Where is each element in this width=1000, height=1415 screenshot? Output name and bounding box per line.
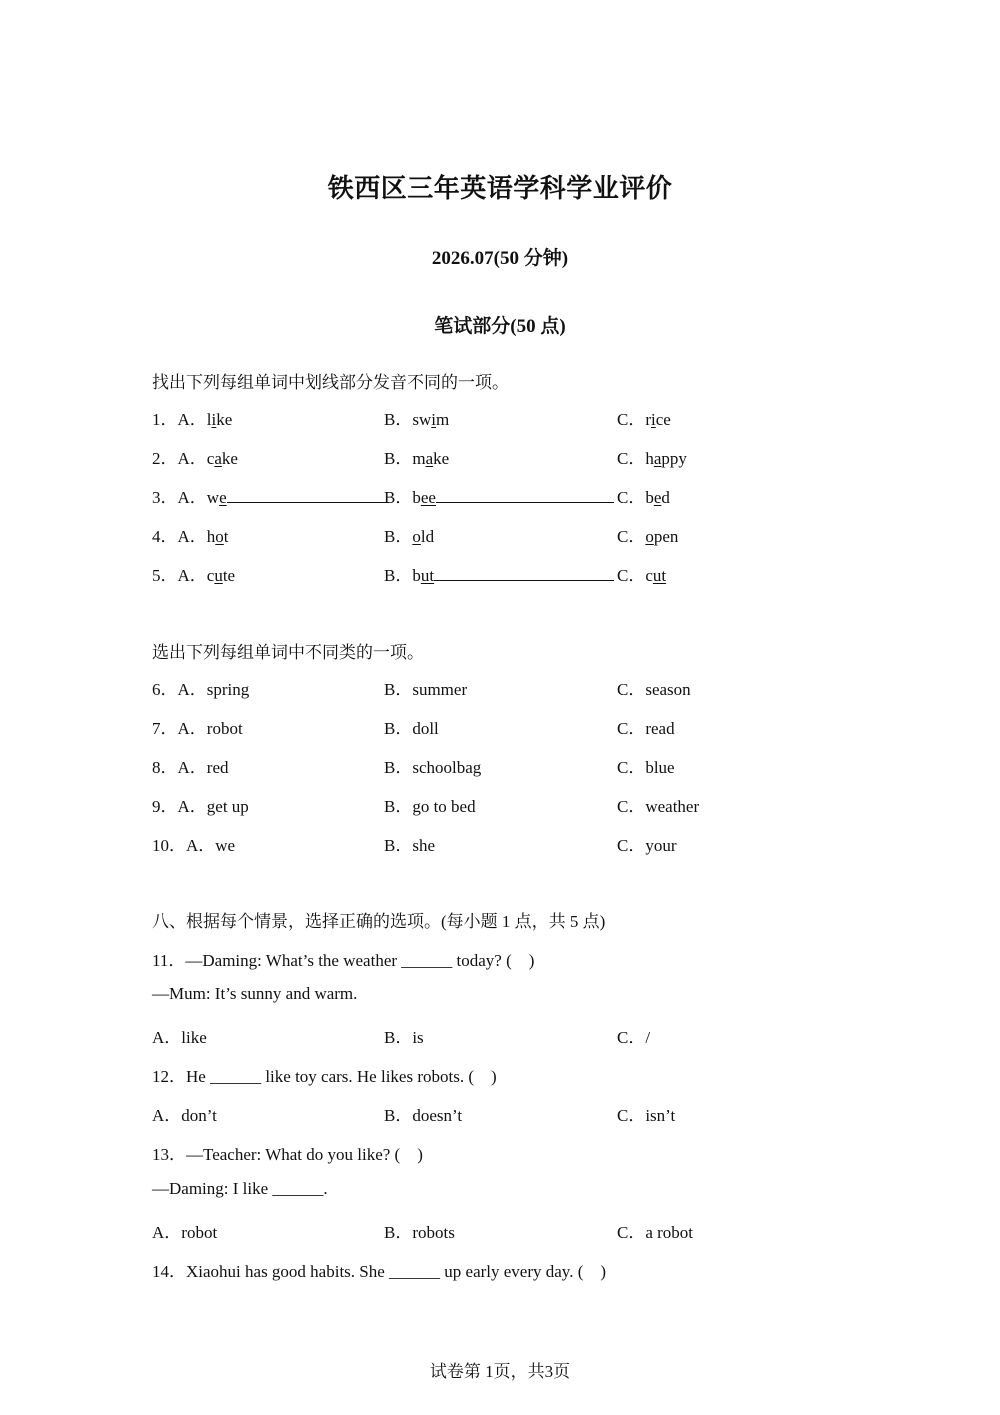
question-8 (152, 753, 852, 777)
q2-option-b: B．make (384, 449, 450, 468)
q4-option-a: 4．A．hot (152, 527, 229, 546)
q9-option-c: C．weather (617, 797, 700, 816)
q3-option-c: C．bed (617, 488, 670, 507)
q12-option-b: B．doesn’t (384, 1106, 463, 1125)
question-13: 13．—Teacher: What do you like? ( ) (152, 1145, 423, 1164)
q2-option-a: 2．A．cake (152, 449, 238, 468)
section3-instruction: 八、根据每个情景，选择正确的选项。(每小题 1 点，共 5 点) (152, 912, 606, 931)
question-14: 14．Xiaohui has good habits. She ______ up early every day. ( ) (152, 1262, 607, 1281)
question-1 (152, 405, 852, 429)
q10-option-b: B．she (384, 836, 435, 855)
q3-option-b: B．bee (384, 483, 614, 508)
q7-option-b: B．doll (384, 719, 439, 738)
q13-option-c: C．a robot (617, 1223, 694, 1242)
q6-option-c: C．season (617, 680, 691, 699)
answer-blank (227, 486, 389, 503)
question-9 (152, 792, 852, 816)
question-2 (152, 444, 852, 468)
page-title: 铁西区三年英语学科学业评价 (327, 174, 673, 204)
question-12: 12．He ______ like toy cars. He likes robots. ( ) (152, 1067, 497, 1086)
q4-option-c: C．open (617, 527, 679, 546)
q2-option-c: C．happy (617, 449, 687, 468)
q5-option-c: C．cut (617, 566, 667, 585)
question-5 (152, 561, 852, 585)
q7-option-a: 7．A．robot (152, 719, 243, 738)
section-heading: 笔试部分(50 点) (434, 316, 566, 337)
question-6 (152, 675, 852, 699)
q11-option-b: B．is (384, 1028, 424, 1047)
q8-option-a: 8．A．red (152, 758, 229, 777)
page-footer: 试卷第 1页，共3页 (429, 1362, 571, 1381)
question-12-options (152, 1101, 852, 1125)
q4-option-b: B．old (384, 527, 435, 546)
q5-option-b: B．but (384, 561, 614, 586)
question-7 (152, 714, 852, 738)
answer-blank (436, 486, 614, 503)
q12-option-c: C．isn’t (617, 1106, 676, 1125)
question-13-reply: —Daming: I like ______. (152, 1179, 328, 1198)
q12-option-a: A．don’t (152, 1106, 217, 1125)
q11-option-a: A．like (152, 1028, 207, 1047)
question-10 (152, 831, 852, 855)
q6-option-a: 6．A．spring (152, 680, 250, 699)
q13-option-b: B．robots (384, 1223, 455, 1242)
section1-instruction: 找出下列每组单词中划线部分发音不同的一项。 (152, 373, 509, 392)
q1-option-c: C．rice (617, 410, 671, 429)
question-11-options (152, 1023, 852, 1047)
q10-option-c: C．your (617, 836, 677, 855)
question-11: 11．—Daming: What’s the weather ______ today? ( ) (152, 951, 535, 970)
q10-option-a: 10．A．we (152, 836, 236, 855)
q8-option-b: B．schoolbag (384, 758, 482, 777)
q1-option-b: B．swim (384, 410, 450, 429)
q11-option-c: C．/ (617, 1028, 651, 1047)
section2-instruction: 选出下列每组单词中不同类的一项。 (152, 643, 424, 662)
question-11-reply: —Mum: It’s sunny and warm. (152, 984, 358, 1003)
question-3 (152, 483, 852, 507)
q9-option-b: B．go to bed (384, 797, 476, 816)
question-13-options (152, 1218, 852, 1242)
exam-date-duration: 2026.07(50 分钟) (431, 248, 569, 269)
q8-option-c: C．blue (617, 758, 675, 777)
q1-option-a: 1．A．like (152, 410, 233, 429)
q5-option-a: 5．A．cute (152, 566, 236, 585)
q7-option-c: C．read (617, 719, 675, 738)
answer-blank (434, 564, 614, 581)
q3-option-a: 3．A．we (152, 483, 389, 508)
question-4 (152, 522, 852, 546)
q13-option-a: A．robot (152, 1223, 218, 1242)
q6-option-b: B．summer (384, 680, 468, 699)
q9-option-a: 9．A．get up (152, 797, 249, 816)
